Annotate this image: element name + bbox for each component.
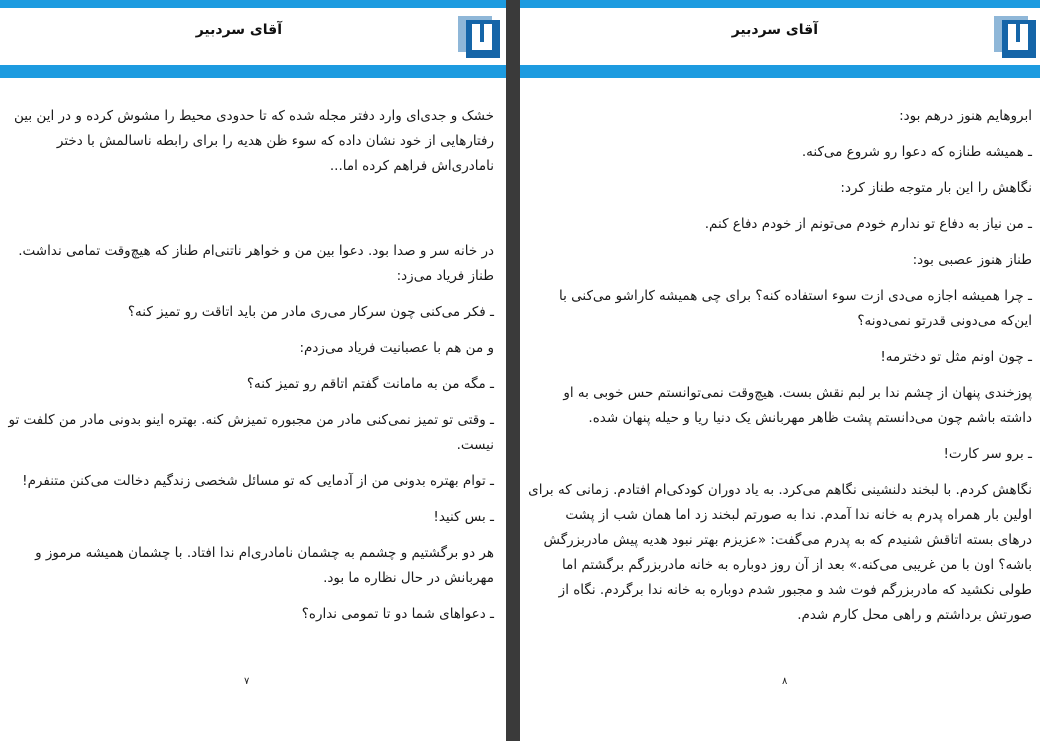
paragraph: ـ مگه من به مامانت گفتم اتاقم رو تمیز کنه؟ [246, 376, 494, 392]
header-bottom-bar [520, 65, 1040, 78]
paragraph: ـ برو سر کارت! [943, 446, 1032, 462]
right-page [520, 0, 1040, 741]
page-number: ۸ [782, 676, 788, 687]
header-top-bar [520, 0, 1040, 8]
paragraph: طناز هنوز عصبی بود: [912, 252, 1032, 268]
paragraph: هر دو برگشتیم و چشمم به چشمان نامادری‌ام ندا افتاد. با چشمان همیشه مرموز و مهربانش در حال نظاره ما بود. [35, 545, 494, 586]
left-page [0, 0, 506, 741]
page-header [520, 8, 1040, 65]
paragraph: ـ من نیاز به دفاع تو ندارم خودم می‌تونم از خودم دفاع کنم. [704, 216, 1032, 232]
header-bottom-bar [0, 65, 506, 78]
paragraph: ـ بس کنید! [433, 509, 494, 525]
paragraph: ـ وقتی تو تمیز نمی‌کنی مادر من مجبوره تمیزش کنه. بهتره اینو بدونی مادر من کلفت تو نیست. [8, 412, 494, 453]
page-header-title: آقای سردبیر [731, 22, 818, 38]
page-header [0, 8, 506, 65]
paragraph: ـ چرا همیشه اجازه می‌دی ازت سوء استفاده کنه؟ برای چی همیشه کاراشو می‌کنی با این‌که می‌دونی قدرتو نمی‌دونه؟ [558, 288, 1032, 329]
paragraph: ـ دعواهای شما دو تا تمومی نداره؟ [301, 606, 494, 622]
header-top-bar [0, 0, 506, 8]
page-header-title: آقای سردبیر [195, 22, 282, 38]
paragraph: ابروهایم هنوز درهم بود: [899, 108, 1032, 124]
publisher-logo-icon [992, 14, 1038, 60]
page-body-text [4, 104, 494, 638]
paragraph: در خانه سر و صدا بود. دعوا بین من و خواهر ناتنی‌ام طناز که هیچ‌وقت تمامی نداشت. طناز فریاد می‌زد: [18, 243, 494, 284]
paragraph: پوزخندی پنهان از چشم ندا بر لبم نقش بست. هیچ‌وقت نمی‌توانستم حس خوبی به او داشته باشم چون می‌دانستم پشت ظاهر مهربانش یک دنیا ریا و حیله پنهان شده. [563, 385, 1032, 426]
publisher-logo-icon [456, 14, 502, 60]
paragraph: ـ چون اونم مثل تو دخترمه! [880, 349, 1032, 365]
paragraph: و من هم با عصبانیت فریاد می‌زدم: [299, 340, 494, 356]
paragraph: خشک و جدی‌ای وارد دفتر مجله شده که تا حدودی محیط را مشوش کرده و در این بین رفتارهایی از خود نشان داده که سوء ظن هدیه را برای رابطه ناسالمش با دختر نامادری‌اش فراهم کرده اما... [14, 108, 494, 174]
paragraph: نگاهش را این بار متوجه طناز کرد: [840, 180, 1032, 196]
paragraph: ـ توام بهتره بدونی من از آدمایی که تو مسائل شخصی زندگیم دخالت می‌کنن متنفرم! [22, 473, 494, 489]
page-body-text [527, 104, 1032, 639]
page-number: ۷ [244, 676, 250, 687]
paragraph: ـ فکر می‌کنی چون سرکار می‌ری مادر من باید اتاقت رو تمیز کنه؟ [127, 304, 494, 320]
paragraph: ـ همیشه طنازه که دعوا رو شروع می‌کنه. [801, 144, 1032, 160]
paragraph: نگاهش کردم. با لبخند دلنشینی نگاهم می‌کرد. به یاد دوران کودکی‌ام افتادم. زمانی که برای اولین بار همراه پدرم به خانه ندا آمدم. ندا به صورتم لبخند زد اما همان شب از پشت درهای بسته اتاقش شنیدم که به پدرم می‌گفت: «عزیزم بهتر نبود هدیه پیش مادربزرگش باشه؟ اون با من غریبی می‌کنه.» بعد از آن روز دوباره به خانه مادربزرگم برگشتم اما طولی نکشید که مادربزرگم فوت شد و مجبور شدم دوباره به خانه ندا برگردم. نگاه از صورتش برداشتم و راهی محل کارم شدم. [528, 482, 1032, 623]
